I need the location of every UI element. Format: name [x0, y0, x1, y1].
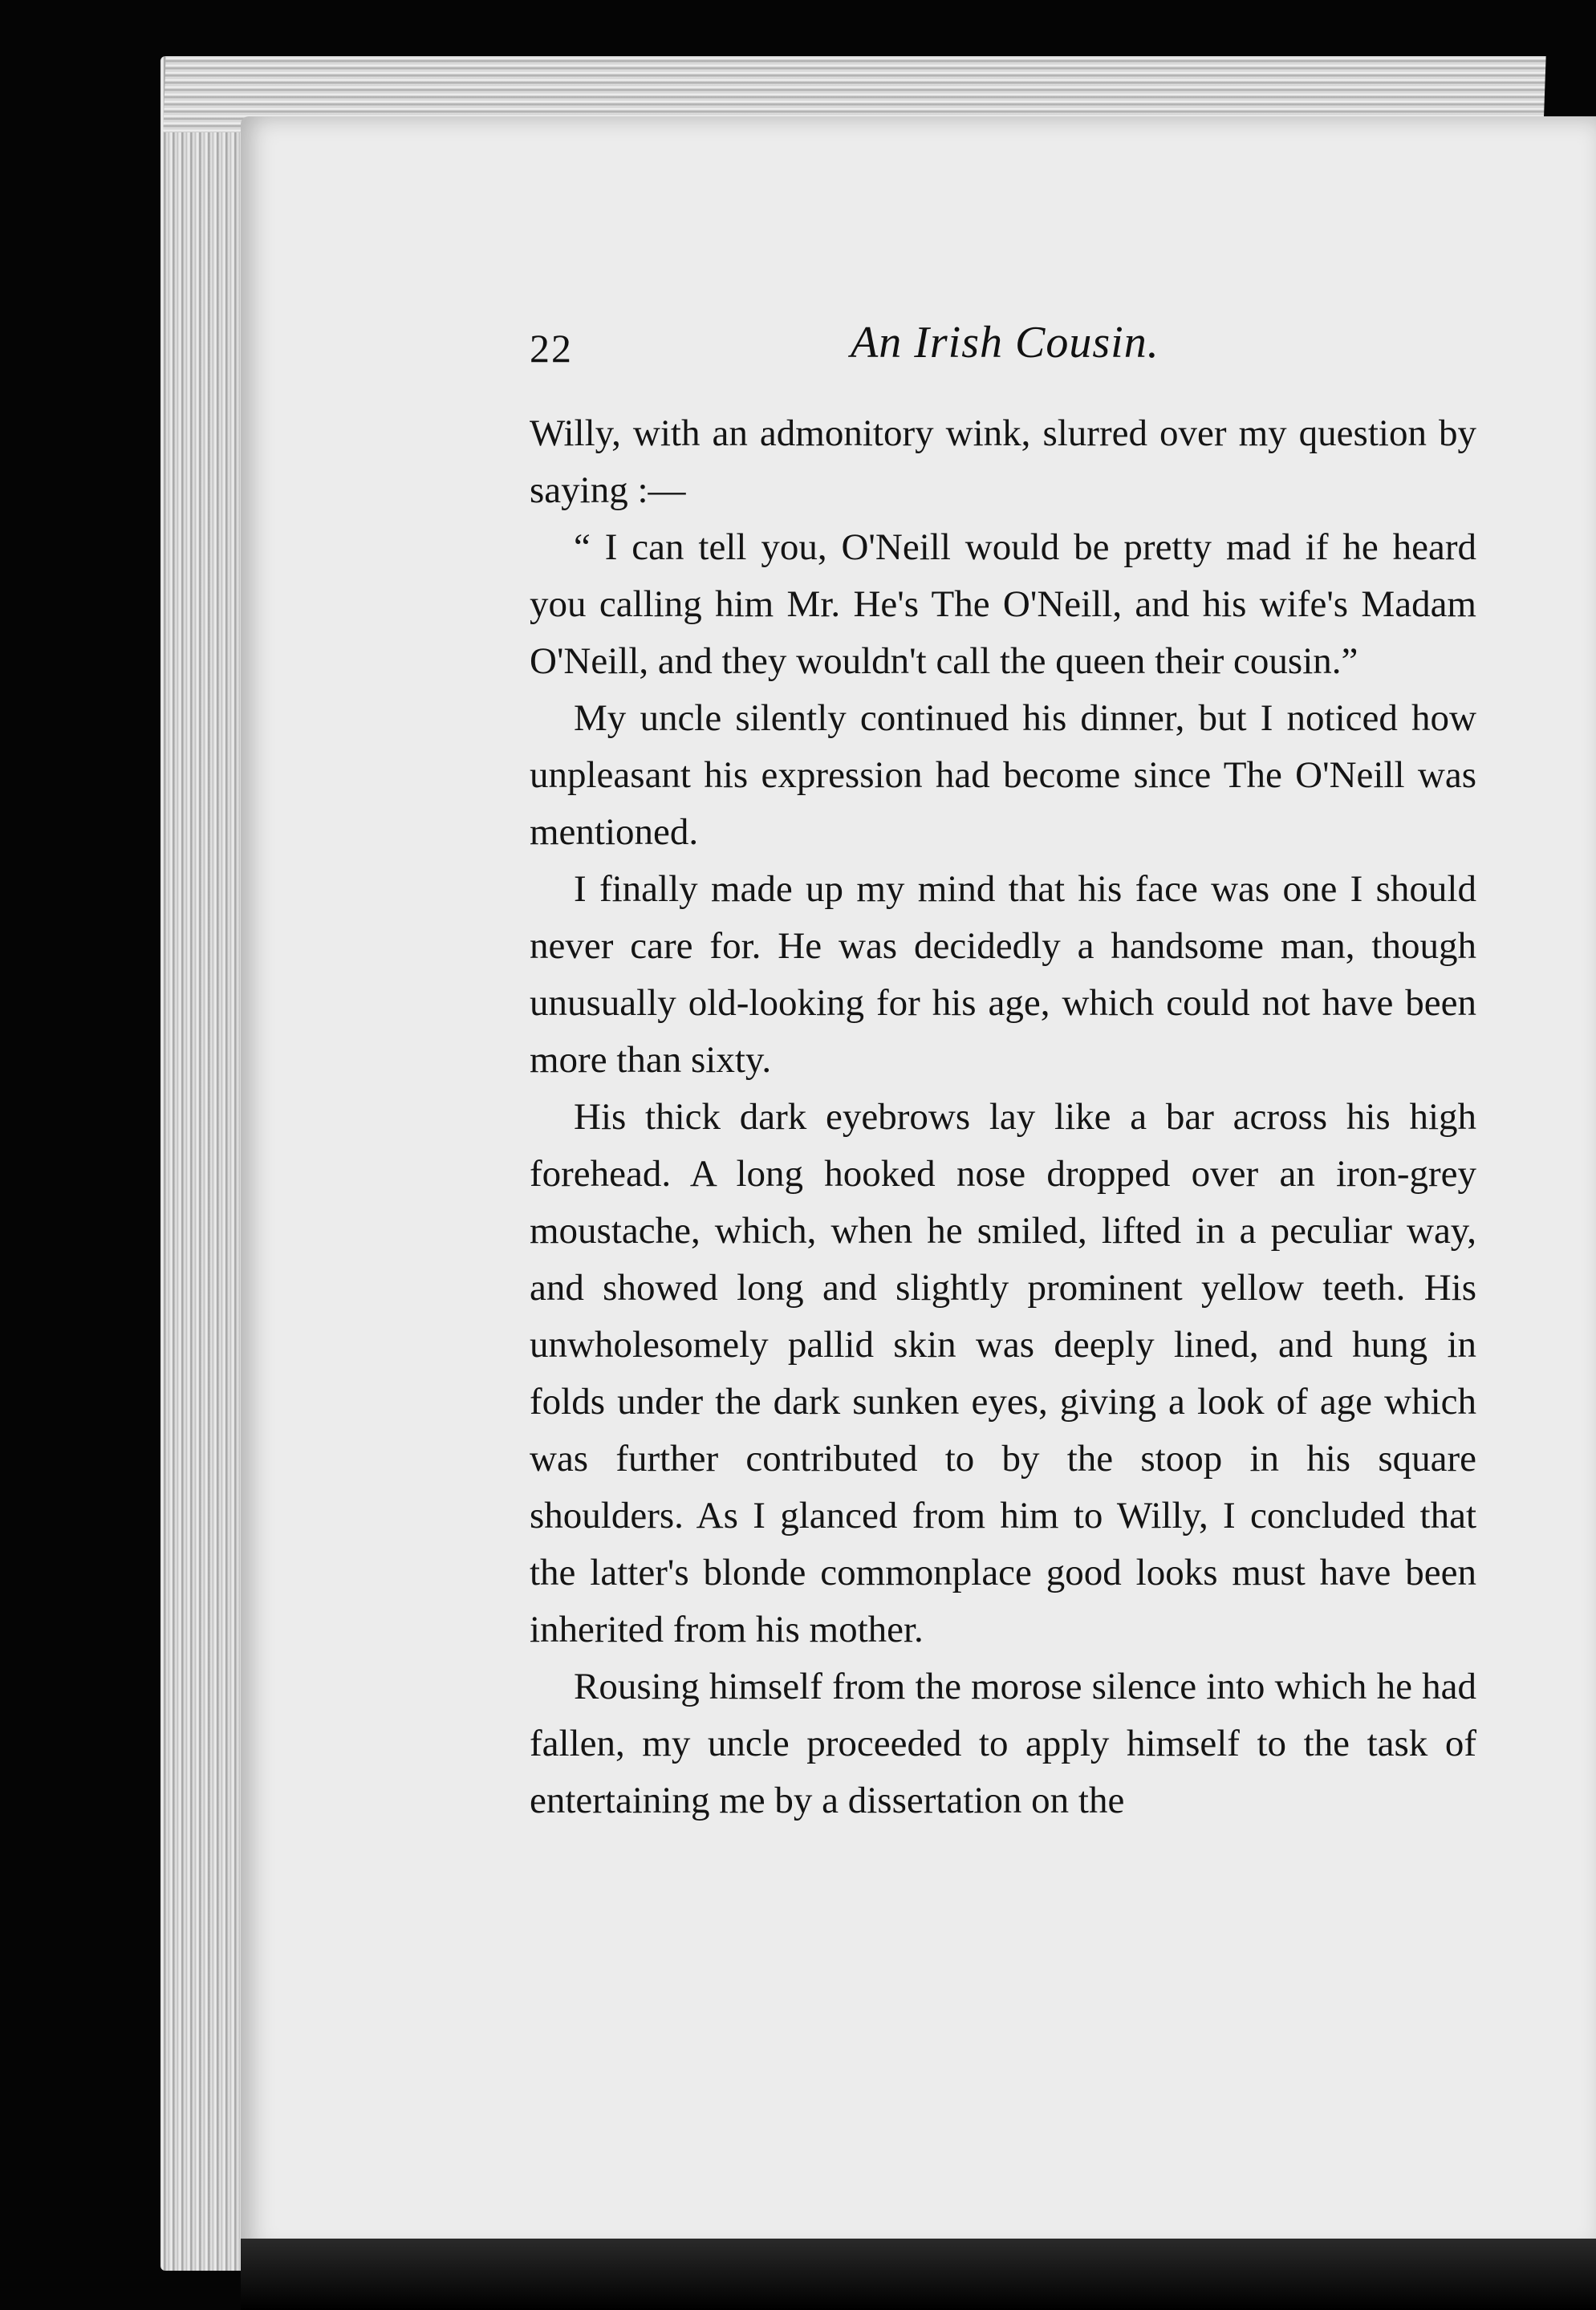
bottom-shadow	[241, 2239, 1596, 2310]
paragraph-5: His thick dark eyebrows lay like a bar across his high forehead. A long hooked nose dropped over an iron-grey moustache, which, when he smiled, lifted in a peculiar way, and showed long and slightly prominent yellow teeth. His unwholesomely pallid skin was deeply lined, and hung in folds under the dark sunken eyes, giving a look of age which was further contributed to by the stoop in his square shoulders. As I glanced from him to Willy, I concluded that the latter's blonde commonplace good looks must have been inherited from his mother.	[530, 1096, 1476, 1650]
running-head	[530, 317, 1476, 389]
paragraph-3: My uncle silently continued his dinner, but I noticed how unpleasant his expression had become since The O'Neill was mentioned.	[530, 697, 1476, 853]
book-title: An Irish Cousin.	[851, 318, 1159, 367]
paragraph-4: I finally made up my mind that his face was one I should never care for. He was decidedly a handsome man, though unusually old-looking for his age, which could not have been more than sixty.	[530, 868, 1476, 1081]
paragraph-6: Rousing himself from the morose silence into which he had fallen, my uncle proceeded to apply himself to the task of entertaining me by a dissertation on the	[530, 1666, 1476, 1821]
paragraph-2: “ I can tell you, O'Neill would be pretty mad if he heard you calling him Mr. He's The O'Neill, and his wife's Madam O'Neill, and they wouldn't call the queen their cousin.”	[530, 526, 1476, 682]
body-text	[530, 405, 1476, 1829]
paragraph-1: Willy, with an admonitory wink, slurred over my question by saying :—	[530, 412, 1476, 511]
page-number: 22	[530, 326, 573, 371]
